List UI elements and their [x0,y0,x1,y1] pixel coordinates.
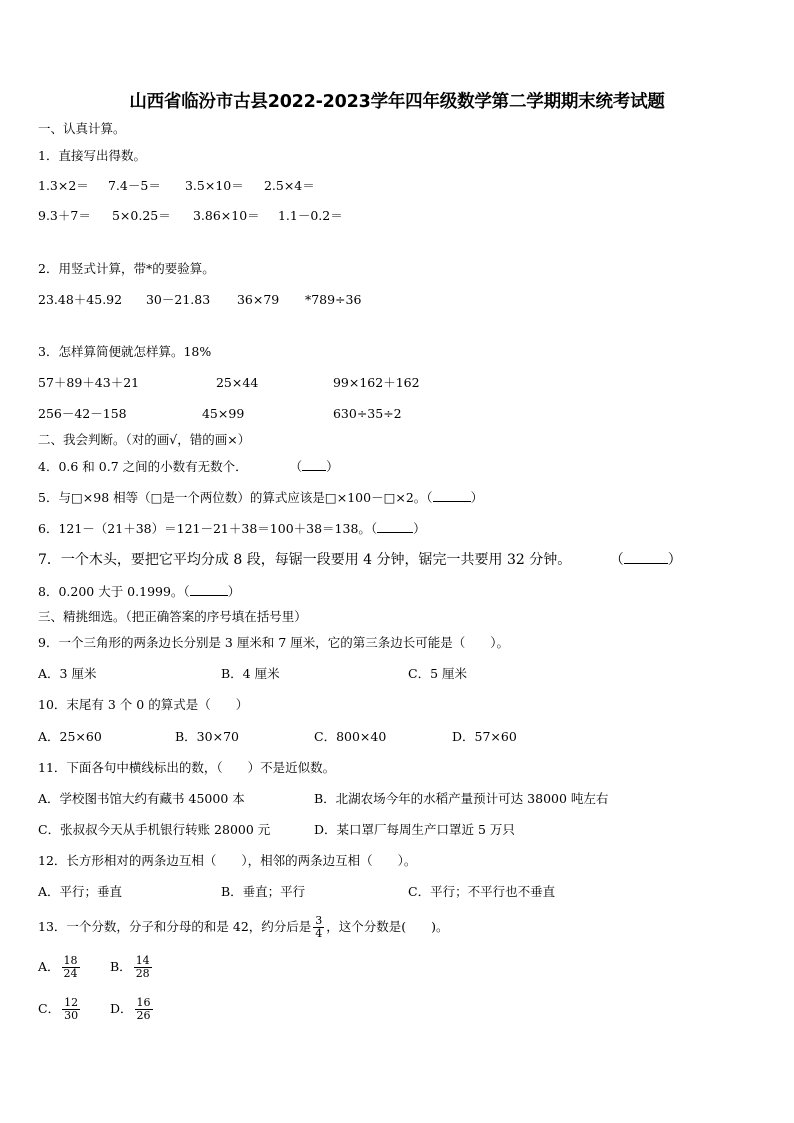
q3-row1 [38,375,420,391]
calc-item: 7.4－5＝ [107,178,161,193]
q13 [38,914,449,940]
q10-option-a[interactable]: A．25×60 [38,729,102,744]
section-heading-judge: 二、我会判断。（对的画√，错的画×） [38,432,251,447]
q10-option-c[interactable]: C．800×40 [314,729,387,744]
q13-option-d[interactable]: D． $\frac{16}{26}$ [110,996,151,1022]
option-fraction: $\frac{18}{24}$ [63,954,78,980]
answer-blank[interactable] [302,458,326,471]
q11-option-a[interactable]: A．学校图书馆大约有藏书 45000 本 [38,791,245,806]
q1-prompt: 1．直接写出得数。 [38,148,146,163]
calc-item: 3.86×10＝ [192,208,260,223]
calc-item: 630÷35÷2 [332,406,402,421]
q2-prompt: 2．用竖式计算，带*的要验算。 [38,261,215,276]
q7 [38,551,682,568]
q2-items [38,292,361,308]
q11-option-d[interactable]: D．某口罩厂每周生产口罩近 5 万只 [314,822,515,837]
section-heading-calc: 一、认真计算。 [38,121,126,136]
section-heading-choice: 三、精挑细选。（把正确答案的序号填在括号里） [38,609,307,624]
q13-fraction: $\frac{3}{4}$ [315,914,323,940]
answer-blank[interactable] [190,583,228,596]
q13-text-start: 13．一个分数，分子和分母的和是 42，约分后是 [38,919,312,934]
calc-item: 1.1－0.2＝ [277,208,343,223]
q8: 8．0.200 大于 0.1999。（ ） [38,584,241,599]
q6-text: 6．121－（21＋38）＝121－21＋38＝100＋38＝138。（ [38,521,378,536]
calc-item: 2.5×4＝ [263,178,315,193]
answer-blank[interactable] [433,489,471,502]
q4-text: 4．0.6 和 0.7 之间的小数有无数个． [38,459,248,474]
q8-text: 8．0.200 大于 0.1999。（ [38,584,190,599]
q13-option-b[interactable]: B． $\frac{14}{28}$ [110,954,150,980]
calc-item: 99×162＋162 [332,375,420,390]
answer-blank[interactable] [624,551,668,564]
calc-item: 5×0.25＝ [111,208,171,223]
option-fraction: $\frac{14}{28}$ [135,954,150,980]
q13-option-c[interactable]: C． $\frac{12}{30}$ [38,996,79,1022]
answer-blank[interactable] [377,520,413,533]
q7-text: 7．一个木头，要把它平均分成 8 段，每锯一段要用 4 分钟，锯完一共要用 32 分钟。 [38,552,572,568]
q13-option-a[interactable]: A． $\frac{18}{24}$ [38,954,78,980]
q10-text: 10．末尾有 3 个 0 的算式是（ ） [38,697,249,712]
calc-item: 36×79 [236,292,280,307]
q11-option-b[interactable]: B．北湖农场今年的水稻产量预计可达 38000 吨左右 [314,791,609,806]
calc-item: *789÷36 [304,292,362,307]
q12-option-a[interactable]: A．平行；垂直 [38,884,123,899]
q1-row1 [38,178,315,194]
calc-item: 57＋89＋43＋21 [38,375,140,390]
option-fraction: $\frac{16}{26}$ [136,996,151,1022]
calc-item: 3.5×10＝ [184,178,244,193]
calc-item: 25×44 [215,375,259,390]
calc-item: 30－21.83 [145,292,211,307]
q12-option-c[interactable]: C．平行；不平行也不垂直 [408,884,556,899]
q9-option-a[interactable]: A．3 厘米 [38,666,97,681]
q6: 6．121－（21＋38）＝121－21＋38＝100＋38＝138。（ ） [38,521,426,536]
page-title: 山西省临汾市古县2022-2023学年四年级数学第二学期期末统考试题 [129,92,665,112]
q5-text: 5．与□×98 相等（□是一个两位数）的算式应该是□×100－□×2。（ [38,490,433,505]
q12-text: 12．长方形相对的两条边互相（ ），相邻的两条边互相（ ）。 [38,853,417,868]
q4-answer[interactable]: （ ） [289,459,339,474]
q9-option-c[interactable]: C．5 厘米 [408,666,467,681]
calc-item: 1.3×2＝ [38,178,89,193]
calc-item: 45×99 [201,406,245,421]
q11-option-c[interactable]: C．张叔叔今天从手机银行转账 28000 元 [38,822,271,837]
q9-option-b[interactable]: B．4 厘米 [221,666,280,681]
q1-row2 [38,208,343,224]
calc-item: 23.48＋45.92 [38,292,123,307]
q5: 5．与□×98 相等（□是一个两位数）的算式应该是□×100－□×2。（ ） [38,490,484,505]
q3-prompt: 3．怎样算简便就怎样算。18% [38,344,212,359]
calc-item: 9.3＋7＝ [38,208,91,223]
q9-text: 9．一个三角形的两条边长分别是 3 厘米和 7 厘米，它的第三条边长可能是（ ）。 [38,635,510,650]
q10-option-d[interactable]: D．57×60 [452,729,517,744]
q7-answer[interactable]: （ ） [609,552,682,568]
q10-option-b[interactable]: B．30×70 [175,729,239,744]
q13-text-end: ，这个分数是( )。 [326,919,449,934]
q11-text: 11．下面各句中横线标出的数，（ ）不是近似数。 [38,760,336,775]
q4 [38,458,339,475]
option-fraction: $\frac{12}{30}$ [64,996,79,1022]
q12-option-b[interactable]: B．垂直；平行 [221,884,306,899]
calc-item: 256－42－158 [38,406,127,421]
q3-row2 [38,406,402,422]
